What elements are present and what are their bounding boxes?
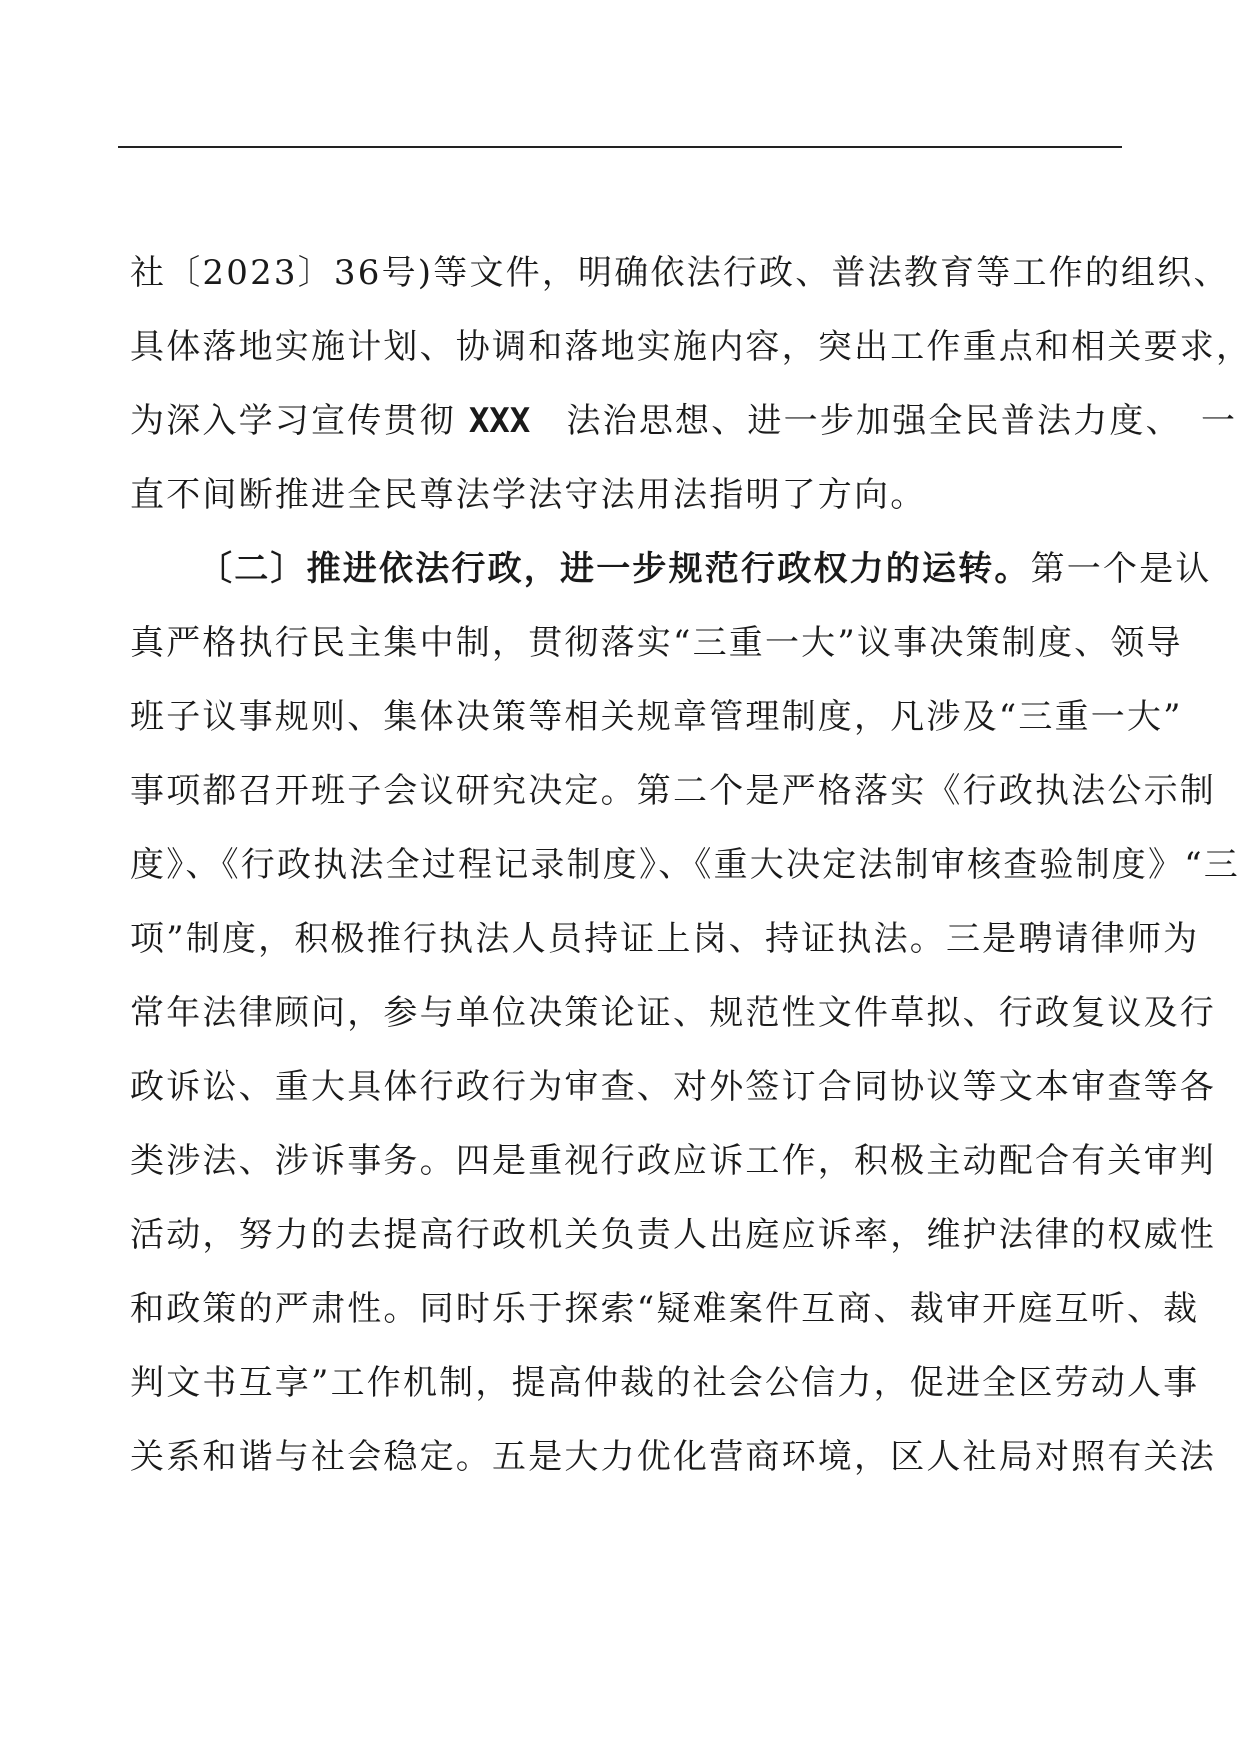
paragraph2-line: 班子议事规则、集体决策等相关规章管理制度，凡涉及“三重一大” <box>130 697 1183 737</box>
paragraph2-line: 真严格执行民主集中制，贯彻落实“三重一大”议事决策制度、领导 <box>130 623 1183 663</box>
paragraph2-line: 常年法律顾问，参与单位决策论证、规范性文件草拟、行政复议及行 <box>130 993 1216 1033</box>
paragraph2-line1-rest: 第一个是认 <box>1030 549 1212 589</box>
paragraph1-line2: 具体落地实施计划、协调和落地实施内容，突出工作重点和相关要求， <box>130 327 1252 367</box>
document-body <box>130 236 1252 1494</box>
paragraph2-line: 政诉讼、重大具体行政行为审查、对外签订合同协议等文本审查等各 <box>130 1067 1216 1107</box>
header-rule <box>118 146 1122 148</box>
paragraph2-line: 关系和谐与社会稳定。五是大力优化营商环境，区人社局对照有关法 <box>130 1437 1216 1477</box>
placeholder-xxx: XXX <box>468 401 531 441</box>
paragraph2-line: 事项都召开班子会议研究决定。第二个是严格落实《行政执法公示制 <box>130 771 1216 811</box>
paragraph2-line: 和政策的严肃性。同时乐于探索“疑难案件互商、裁审开庭互听、裁 <box>130 1289 1200 1329</box>
paragraph1-line3 <box>130 384 1238 458</box>
paragraph2-line: 活动，努力的去提高行政机关负责人出庭应诉率，维护法律的权威性 <box>130 1215 1216 1255</box>
paragraph2-line: 项”制度，积极推行执法人员持证上岗、持证执法。三是聘请律师为 <box>130 919 1200 959</box>
paragraph2-line: 度》、《行政执法全过程记录制度》、《重大决定法制审核查验制度》“三 <box>130 845 1240 885</box>
paragraph1-line1: 社〔2023〕36号)等文件，明确依法行政、普法教育等工作的组织、 <box>130 253 1230 293</box>
paragraph2-line: 判文书互享”工作机制，提高仲裁的社会公信力，促进全区劳动人事 <box>130 1363 1200 1403</box>
paragraph1-line3-before: 为深入学习宣传贯彻 <box>130 401 469 441</box>
section-heading: 〔二〕推进依法行政，进一步规范行政权力的运转。 <box>198 549 1031 589</box>
paragraph1-line4: 直不间断推进全民尊法学法守法用法指明了方向。 <box>130 475 927 515</box>
paragraph1-line3-after: 法治思想、进一步加强全民普法力度、 一 <box>530 401 1238 441</box>
paragraph2-line: 类涉法、涉诉事务。四是重视行政应诉工作，积极主动配合有关审判 <box>130 1141 1216 1181</box>
paragraph2-line1 <box>130 532 1212 606</box>
